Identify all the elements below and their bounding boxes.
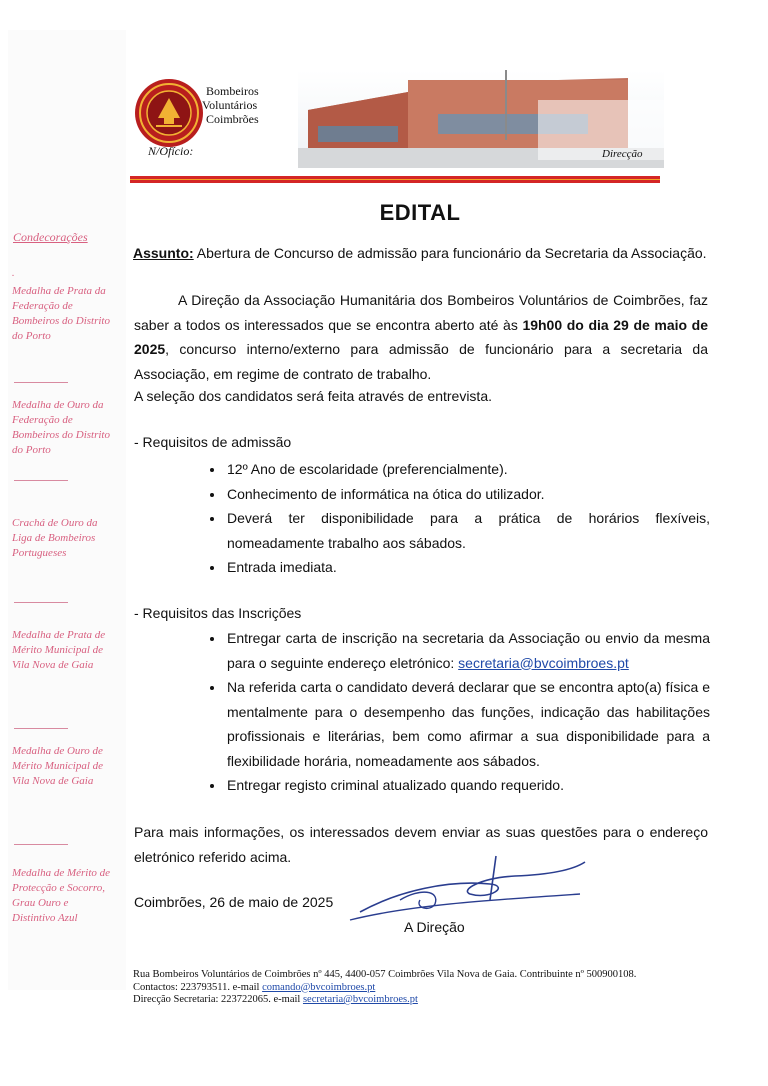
fire-brigade-logo-icon bbox=[134, 78, 204, 148]
footer-email-link[interactable]: secretaria@bvcoimbroes.pt bbox=[302, 994, 418, 1005]
decoration-item: Medalha de Ouro da Federação de Bombeiros do Distrito do Porto bbox=[12, 399, 110, 456]
decoration-item: Medalha de Prata da Federação de Bombeiros do Distrito do Porto bbox=[12, 285, 110, 342]
header-rule bbox=[130, 176, 660, 183]
info-paragraph: Para mais informações, os interessados devem enviar as suas questões para o endereço eletrónico referido acima. bbox=[134, 824, 708, 865]
subject-text: Abertura de Concurso de admissão para funcionário da Secretaria da Associação. bbox=[193, 245, 707, 261]
sidebar-background bbox=[8, 30, 126, 990]
list-item-text: Entregar carta de inscrição na secretaria da Associação ou envio da mesma para o seguinte endereço eletrónico: bbox=[227, 630, 710, 671]
decoration-item: Medalha de Ouro de Mérito Municipal de Vila Nova de Gaia bbox=[12, 745, 104, 787]
list-item: • Deverá ter disponibilidade para a prática de horários flexíveis, nomeadamente trabalho aos sábados. bbox=[225, 506, 710, 555]
intro-paragraph bbox=[134, 288, 708, 386]
brand-line: Voluntários bbox=[202, 98, 258, 112]
application-requirements-title: - Requisitos das Inscrições bbox=[134, 605, 302, 621]
list-item: • Entregar registo criminal atualizado quando requerido. bbox=[225, 773, 710, 798]
application-requirements-list bbox=[203, 626, 710, 798]
page-title: EDITAL bbox=[379, 200, 461, 225]
list-item bbox=[225, 626, 710, 675]
decoration-item: Medalha de Mérito de Protecção e Socorro, Grau Ouro e Distintivo Azul bbox=[12, 867, 111, 924]
footer-email-link[interactable]: comando@bvcoimbroes.pt bbox=[262, 981, 376, 993]
brand-name bbox=[202, 84, 259, 126]
signature-icon bbox=[340, 850, 590, 930]
signatory: A Direção bbox=[404, 919, 465, 935]
footer-address: Rua Bombeiros Voluntários de Coimbrões nº 445, 4400-057 Coimbrões Vila Nova de Gaia. Contribuinte nº 500900108. bbox=[133, 969, 637, 980]
decoration-item: Medalha de Prata de Mérito Municipal de Vila Nova de Gaia bbox=[12, 629, 106, 671]
decoration-separator bbox=[14, 728, 68, 729]
direccao-label: Direcção bbox=[602, 148, 643, 160]
admission-requirements-list bbox=[203, 457, 710, 580]
decoration-separator bbox=[14, 844, 68, 845]
decoration-separator bbox=[14, 602, 68, 603]
footer-contacts bbox=[133, 982, 636, 995]
brand-line: Bombeiros bbox=[206, 84, 259, 98]
decorations-dot: . bbox=[12, 268, 15, 279]
subject-label: Assunto: bbox=[133, 245, 194, 261]
admission-requirements-title: - Requisitos de admissão bbox=[134, 434, 292, 450]
list-item: • Na referida carta o candidato deverá declarar que se encontra apto(a) física e mentalmente para o desempenho das funções, indicação das habilitações profissionais e literárias, bem como afirmar a sua disponibilidade para a flexibilidade horária, nomeadamente aos sábados. bbox=[225, 675, 710, 773]
intro-text: A Direção da Associação Humanitária dos Bombeiros Voluntários de Coimbrões, faz saber a todos os interessados que se encontra aberto até às bbox=[134, 292, 708, 333]
brand-line: Coimbrões bbox=[206, 112, 259, 126]
footer-secretaria-label: Direcção Secretaria: 223722065. e-mail bbox=[133, 994, 303, 1005]
list-item: • Entrada imediata. bbox=[225, 555, 710, 580]
decoration-separator bbox=[14, 480, 68, 481]
footer-contacts-label: Contactos: 223793511. e-mail bbox=[133, 981, 263, 993]
list-item: • Conhecimento de informática na ótica do utilizador. bbox=[225, 482, 710, 507]
footer-secretaria bbox=[133, 994, 636, 1007]
email-link[interactable]: secretaria@bvcoimbroes.pt bbox=[458, 654, 629, 671]
footer bbox=[133, 969, 636, 1007]
selection-note: A seleção dos candidatos será feita através de entrevista. bbox=[134, 388, 492, 404]
list-item: • 12º Ano de escolaridade (preferencialmente). bbox=[225, 457, 710, 482]
decoration-separator bbox=[14, 382, 68, 383]
decorations-title: Condecorações bbox=[13, 230, 88, 244]
subject-line bbox=[133, 241, 707, 266]
intro-text-end: , concurso interno/externo para admissão de funcionário para a secretaria da Associação, em regime de contrato de trabalho. bbox=[134, 341, 708, 382]
oficio-label: N/Ofício: bbox=[148, 144, 194, 158]
date-line: Coimbrões, 26 de maio de 2025 bbox=[134, 894, 334, 910]
decoration-item: Crachá de Ouro da Liga de Bombeiros Portugueses bbox=[12, 517, 98, 559]
deadline: 19h00 do dia 29 de maio de 2025 bbox=[134, 316, 709, 357]
